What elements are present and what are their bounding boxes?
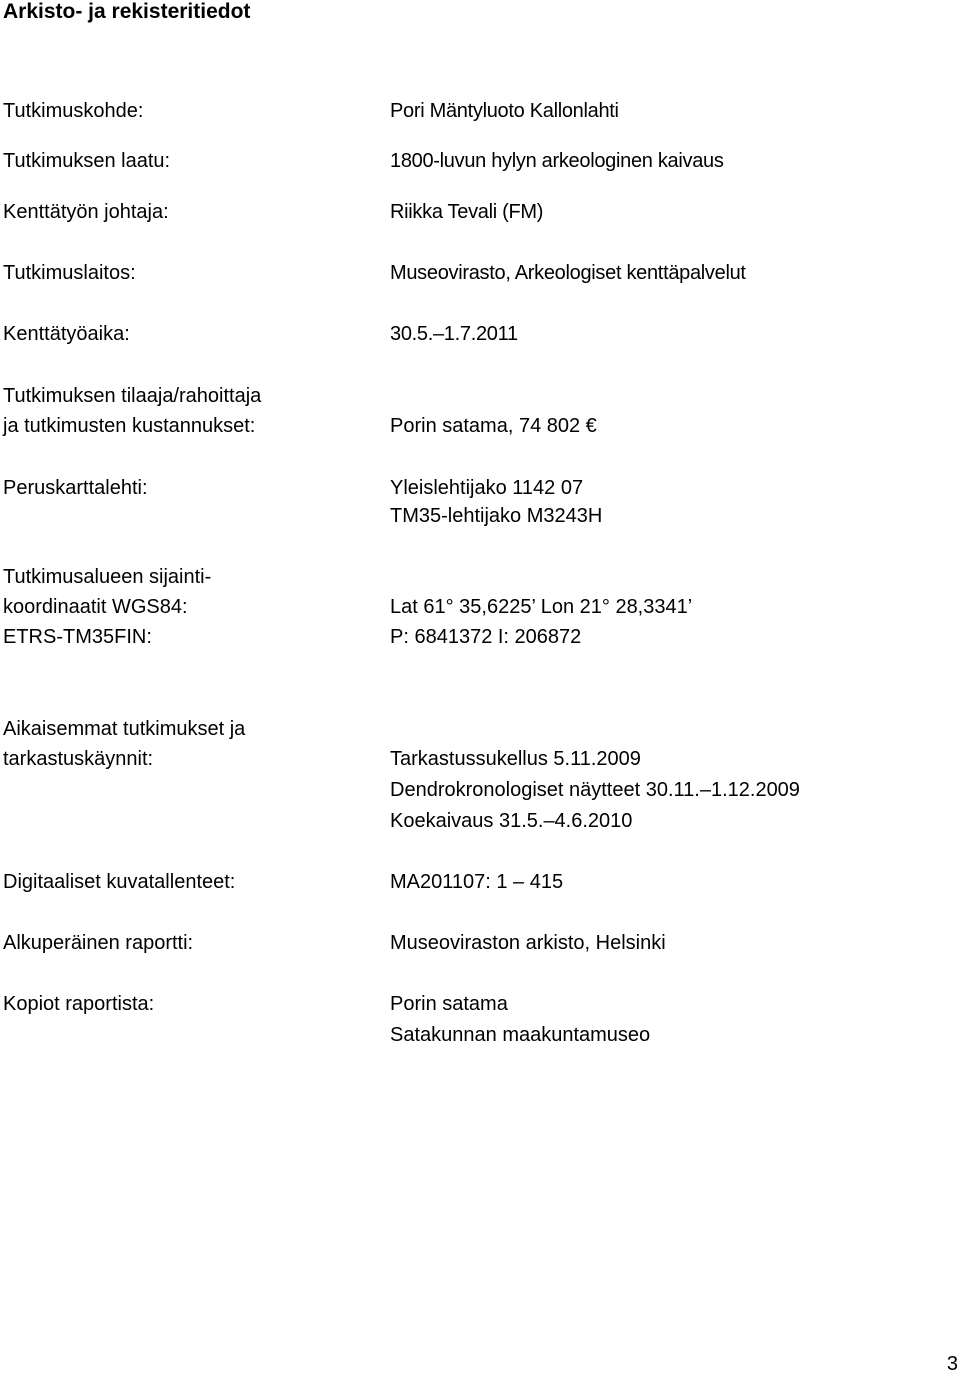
value-tutkimuksen-laatu: 1800-luvun hylyn arkeologinen kaivaus [390,150,724,172]
value-previous-3: Koekaivaus 31.5.–4.6.2010 [390,810,633,832]
label-tutkimuslaitos: Tutkimuslaitos: [3,262,136,284]
value-tutkimuslaitos: Museovirasto, Arkeologiset kenttäpalvelut [390,262,746,284]
value-original-report: Museoviraston arkisto, Helsinki [390,932,666,954]
value-kenttatyon-johtaja: Riikka Tevali (FM) [390,201,544,223]
label-etrs: ETRS-TM35FIN: [3,626,152,648]
value-previous-1: Tarkastussukellus 5.11.2009 [390,748,641,770]
value-tutkimuskohde: Pori Mäntyluoto Kallonlahti [390,100,619,122]
label-coordinates-line1: Tutkimusalueen sijainti- [3,566,212,588]
label-funding-line2: ja tutkimusten kustannukset: [3,415,256,437]
page-number: 3 [946,1353,958,1375]
value-funding: Porin satama, 74 802 € [390,415,597,437]
label-tutkimuskohde: Tutkimuskohde: [3,100,144,122]
label-copies: Kopiot raportista: [3,993,155,1015]
value-previous-2: Dendrokronologiset näytteet 30.11.–1.12.2009 [390,779,800,801]
value-map-sheet-2: TM35-lehtijako M3243H [390,505,603,527]
value-copies-1: Porin satama [390,993,508,1015]
label-tutkimuksen-laatu: Tutkimuksen laatu: [3,150,171,172]
label-peruskarttalehti: Peruskarttalehti: [3,477,148,499]
label-digital-images: Digitaaliset kuvatallenteet: [3,871,236,893]
value-kenttatyoaika: 30.5.–1.7.2011 [390,323,518,345]
value-etrs: P: 6841372 I: 206872 [390,626,582,648]
label-coordinates-line2: koordinaatit WGS84: [3,596,188,618]
value-copies-2: Satakunnan maakuntamuseo [390,1024,651,1046]
value-wgs84: Lat 61° 35,6225’ Lon 21° 28,3341’ [390,596,693,618]
value-map-sheet-1: Yleislehtijako 1142 07 [390,477,584,499]
label-funding-line1: Tutkimuksen tilaaja/rahoittaja [3,385,262,407]
label-previous-line1: Aikaisemmat tutkimukset ja [3,718,246,740]
label-kenttatyon-johtaja: Kenttätyön johtaja: [3,201,169,223]
label-kenttatyoaika: Kenttätyöaika: [3,323,130,345]
label-original-report: Alkuperäinen raportti: [3,932,194,954]
page-title: Arkisto- ja rekisteritiedot [3,0,251,23]
value-digital-images: MA201107: 1 – 415 [390,871,564,893]
label-previous-line2: tarkastuskäynnit: [3,748,154,770]
